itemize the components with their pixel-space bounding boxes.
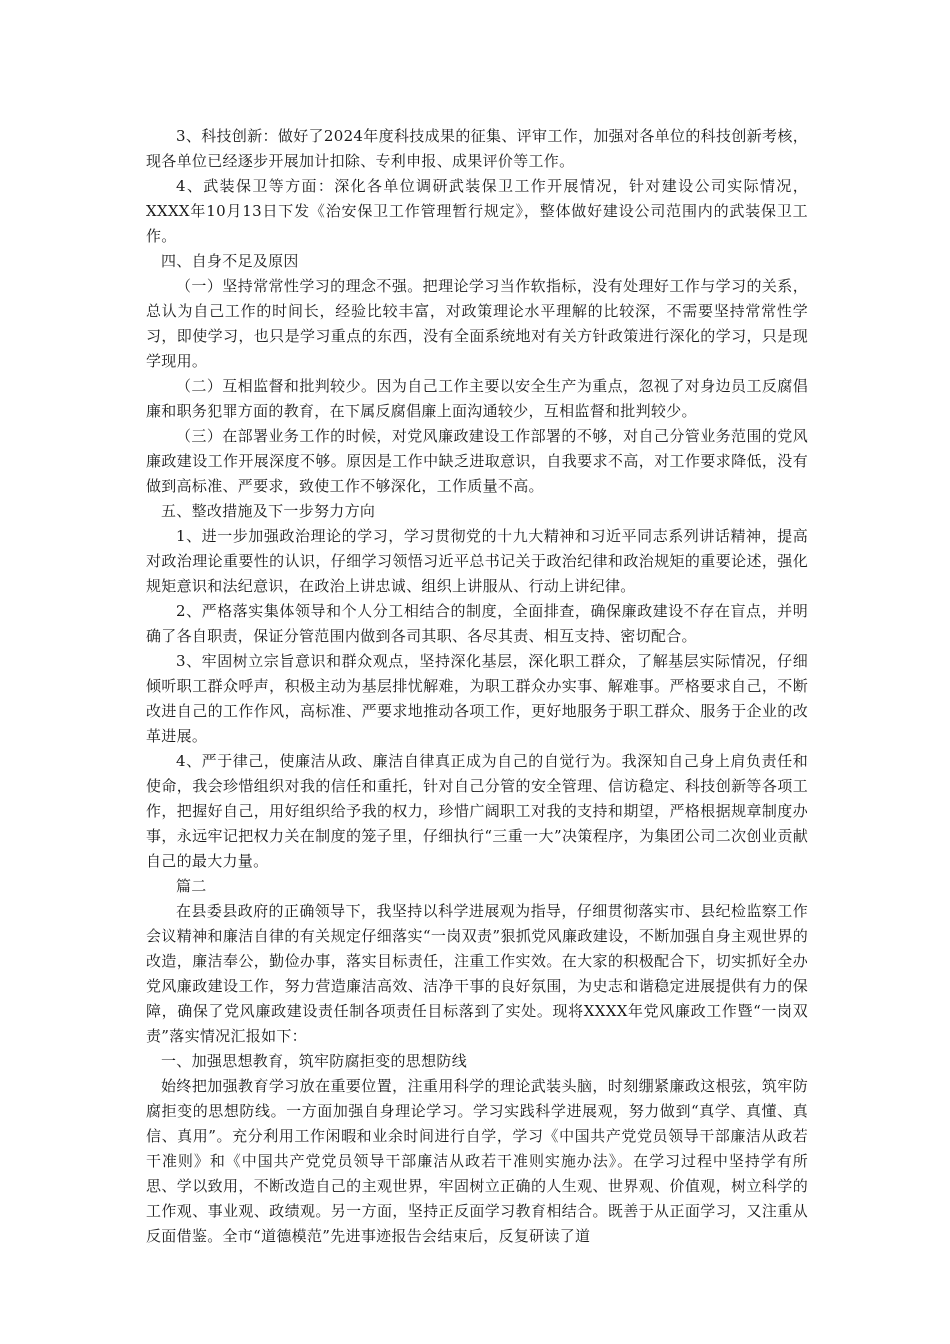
paragraph-shortcoming-1: （一）坚持常常性学习的理念不强。把理论学习当作软指标，没有处理好工作与学习的关系，总认为自己工作的时间长，经验比较丰富，对政策理论水平理解的比较深，不需要坚持常常性学习，即使学习，也只是学习重点的东西，没有全面系统地对有关方针政策进行深化的学习，只是现学现用。 bbox=[146, 277, 808, 370]
paragraph-shortcoming-2: （二）互相监督和批判较少。因为自己工作主要以安全生产为重点，忽视了对身边员工反腐倡廉和职务犯罪方面的教育，在下属反腐倡廉上面沟通较少，互相监督和批判较少。 bbox=[146, 377, 808, 420]
paragraph-measure-1: 1、进一步加强政治理论的学习，学习贯彻党的十九大精神和习近平同志系列讲话精神，提高对政治理论重要性的认识，仔细学习领悟习近平总书记关于政治纪律和政治规矩的重要论述，强化规矩意识和法纪意识，在政治上讲忠诚、组织上讲服从、行动上讲纪律。 bbox=[146, 527, 808, 595]
paragraph-security-work: 4、武装保卫等方面：深化各单位调研武装保卫工作开展情况，针对建设公司实际情况，XXXX年10月13日下发《治安保卫工作管理暂行规定》，整体做好建设公司范围内的武装保卫工作。 bbox=[146, 177, 808, 245]
section-heading-shortcomings: 四、自身不足及原因 bbox=[161, 252, 299, 270]
paragraph-measure-4: 4、严于律己，使廉洁从政、廉洁自律真正成为自己的自觉行为。我深知自己身上肩负责任和使命，我会珍惜组织对我的信任和重托，针对自己分管的安全管理、信访稳定、科技创新等各项工作，把握好自己，用好组织给予我的权力，珍惜广阔职工对我的支持和期望，严格根据规章制度办事，永远牢记把权力关在制度的笼子里，仔细执行“三重一大”决策程序，为集团公司二次创业贡献自己的最大力量。 bbox=[146, 752, 808, 870]
paragraph-measure-2: 2、严格落实集体领导和个人分工相结合的制度，全面排查，确保廉政建设不存在盲点，并明确了各自职责，保证分管范围内做到各司其职、各尽其责、相互支持、密切配合。 bbox=[146, 602, 808, 645]
section-heading-ideological-education: 一、加强思想教育，筑牢防腐拒变的思想防线 bbox=[161, 1052, 468, 1070]
part-two-title: 篇二 bbox=[176, 877, 207, 895]
paragraph-measure-3: 3、牢固树立宗旨意识和群众观点，坚持深化基层，深化职工群众，了解基层实际情况，仔细倾听职工群众呼声，积极主动为基层排忧解难，为职工群众办实事、解难事。严格要求自己，不断改进自己的工作作风，高标准、严要求地推动各项工作，更好地服务于职工群众、服务于企业的改革进展。 bbox=[146, 652, 808, 745]
paragraph-tech-innovation: 3、科技创新：做好了2024年度科技成果的征集、评审工作，加强对各单位的科技创新考核，现各单位已经逐步开展加计扣除、专利申报、成果评价等工作。 bbox=[146, 127, 808, 170]
paragraph-education-study: 始终把加强教育学习放在重要位置，注重用科学的理论武装头脑，时刻绷紧廉政这根弦，筑牢防腐拒变的思想防线。一方面加强自身理论学习。学习实践科学进展观，努力做到“真学、真懂、真信、真用”。充分利用工作闲暇和业余时间进行自学，学习《中国共产党党员领导干部廉洁从政若干准则》和《中国共产党党员领导干部廉洁从政若干准则实施办法》。在学习过程中坚持学有所思、学以致用，不断改造自己的主观世界，牢固树立正确的人生观、世界观、价值观，树立科学的工作观、事业观、政绩观。另一方面，坚持正反面学习教育相结合。既善于从正面学习，又注重从反面借鉴。全市“道德模范”先进事迹报告会结束后，反复研读了道 bbox=[146, 1077, 808, 1245]
section-heading-rectification: 五、整改措施及下一步努力方向 bbox=[161, 502, 376, 520]
paragraph-shortcoming-3: （三）在部署业务工作的时候，对党风廉政建设工作部署的不够，对自己分管业务范围的党风廉政建设工作开展深度不够。原因是工作中缺乏进取意识，自我要求不高，对工作要求降低，没有做到高标准、严要求，致使工作不够深化，工作质量不高。 bbox=[146, 427, 808, 495]
paragraph-part-two-intro: 在县委县政府的正确领导下，我坚持以科学进展观为指导，仔细贯彻落实市、县纪检监察工作会议精神和廉洁自律的有关规定仔细落实“一岗双责”狠抓党风廉政建设，不断加强自身主观世界的改造，廉洁奉公，勤俭办事，落实目标责任，注重工作实效。在大家的积极配合下，切实抓好全办党风廉政建设工作，努力营造廉洁高效、洁净干事的良好氛围，为史志和谐稳定进展提供有力的保障，确保了党风廉政建设责任制各项责任目标落到了实处。现将XXXX年党风廉政工作暨“一岗双责”落实情况汇报如下： bbox=[146, 902, 808, 1045]
